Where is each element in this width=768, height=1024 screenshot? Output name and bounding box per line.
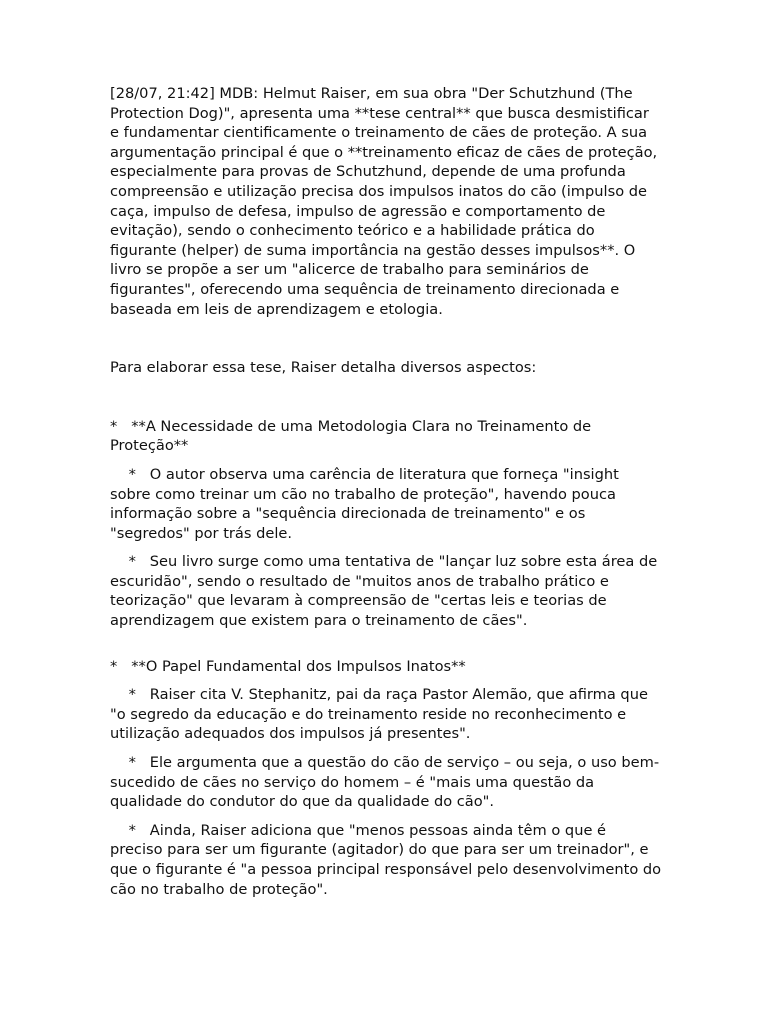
bullet-marker: * [128, 821, 136, 839]
list-item [110, 753, 662, 812]
section-methodology [110, 417, 662, 631]
list-item-text: Ainda, Raiser adiciona que "menos pessoas ainda têm o que é preciso para ser um figurante (agitador) do que para ser um treinador", e que o figurante é "a pessoa principal responsável pelo desenvolvimento do cão no trabalho de proteção". [110, 821, 662, 898]
bullet-marker: * [110, 657, 118, 675]
bullet-marker: * [110, 417, 118, 435]
lead-paragraph: Para elaborar essa tese, Raiser detalha diversos aspectos: [110, 359, 537, 377]
section-heading-text: **A Necessidade de uma Metodologia Clara no Treinamento de Proteção** [110, 417, 592, 455]
bullet-marker: * [128, 754, 136, 772]
bullet-marker: * [128, 553, 136, 571]
section-heading-text: **O Papel Fundamental dos Impulsos Inatos** [131, 657, 466, 675]
section-heading [110, 657, 662, 677]
list-item [110, 552, 662, 630]
list-item [110, 685, 662, 744]
intro-paragraph: [28/07, 21:42] MDB: Helmut Raiser, em sua obra "Der Schutzhund (The Protection Dog)", apresenta uma **tese central** que busca desmistificar e fundamentar cientificamente o treinamento de cães de proteção. A sua argumentação principal é que o **treinamento eficaz de cães de proteção, especialmente para provas de Schutzhund, depende de uma profunda compreensão e utilização precisa dos impulsos inatos do cão (impulso de caça, impulso de defesa, impulso de agressão e comportamento de evitação), sendo o conhecimento teórico e a habilidade prática do figurante (helper) de suma importância na gestão desses impulsos**. O livro se propõe a ser um "alicerce de trabalho para seminários de figurantes", oferecendo uma sequência de treinamento direcionada e baseada em leis de aprendizagem e etologia. [110, 85, 658, 318]
section-instincts [110, 657, 662, 900]
list-item-text: Seu livro surge como uma tentativa de "lançar luz sobre esta área de escuridão", sendo o resultado de "muitos anos de trabalho prático e teorização" que levaram à compreensão de "certas leis e teorias de aprendizagem que existem para o treinamento de cães". [110, 553, 658, 630]
list-item [110, 821, 662, 899]
list-item-text: Raiser cita V. Stephanitz, pai da raça Pastor Alemão, que afirma que "o segredo da educação e do treinamento reside no reconhecimento e utilização adequados dos impulsos já presentes". [110, 686, 648, 743]
document-page [110, 84, 662, 908]
section-heading [110, 417, 662, 456]
list-item [110, 465, 662, 543]
bullet-marker: * [128, 686, 136, 704]
list-item-text: O autor observa uma carência de literatura que forneça "insight sobre como treinar um cão no trabalho de proteção", havendo pouca informação sobre a "sequência direcionada de treinamento" e os "segredos" por trás dele. [110, 465, 619, 542]
bullet-marker: * [128, 465, 136, 483]
list-item-text: Ele argumenta que a questão do cão de serviço – ou seja, o uso bem-sucedido de cães no serviço do homem – é "mais uma questão da qualidade do condutor do que da qualidade do cão". [110, 754, 660, 811]
